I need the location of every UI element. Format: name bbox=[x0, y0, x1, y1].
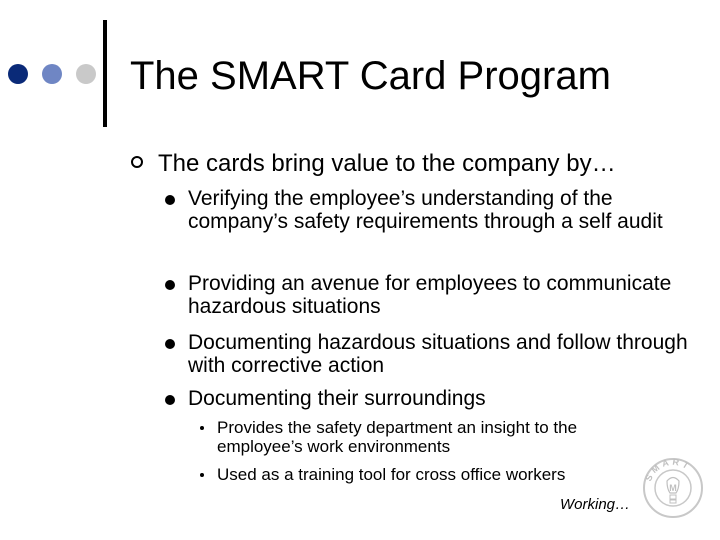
small-bullet-icon bbox=[200, 426, 204, 430]
sub-list-item: Used as a training tool for cross office workers bbox=[217, 465, 566, 484]
logo-center-letter: M bbox=[669, 483, 677, 493]
level1-text: The cards bring value to the company by… bbox=[158, 150, 616, 177]
dot-dark bbox=[8, 64, 28, 84]
list-item: Providing an avenue for employees to communicate hazardous situations bbox=[188, 272, 672, 318]
list-item: Documenting their surroundings bbox=[188, 387, 486, 410]
sub-list-item: Provides the safety department an insight to the employee’s work environments bbox=[217, 418, 578, 456]
small-bullet-icon bbox=[200, 473, 204, 477]
slide-title: The SMART Card Program bbox=[130, 54, 611, 98]
bullet-icon bbox=[165, 339, 175, 349]
list-item: Verifying the employee’s understanding of the company’s safety requirements through a self audit bbox=[188, 187, 663, 233]
bullet-icon bbox=[165, 280, 175, 290]
working-label: Working… bbox=[560, 496, 631, 513]
bullet-icon bbox=[165, 195, 175, 205]
title-divider bbox=[103, 20, 107, 127]
bullet-icon bbox=[165, 395, 175, 405]
dot-light bbox=[76, 64, 96, 84]
ring-bullet-icon bbox=[131, 156, 143, 168]
logo-ring-text: SMART bbox=[643, 456, 694, 483]
list-item: Documenting hazardous situations and follow through with corrective action bbox=[188, 331, 688, 377]
smart-logo-icon bbox=[640, 452, 706, 522]
decorative-dots bbox=[8, 64, 98, 84]
dot-mid bbox=[42, 64, 62, 84]
